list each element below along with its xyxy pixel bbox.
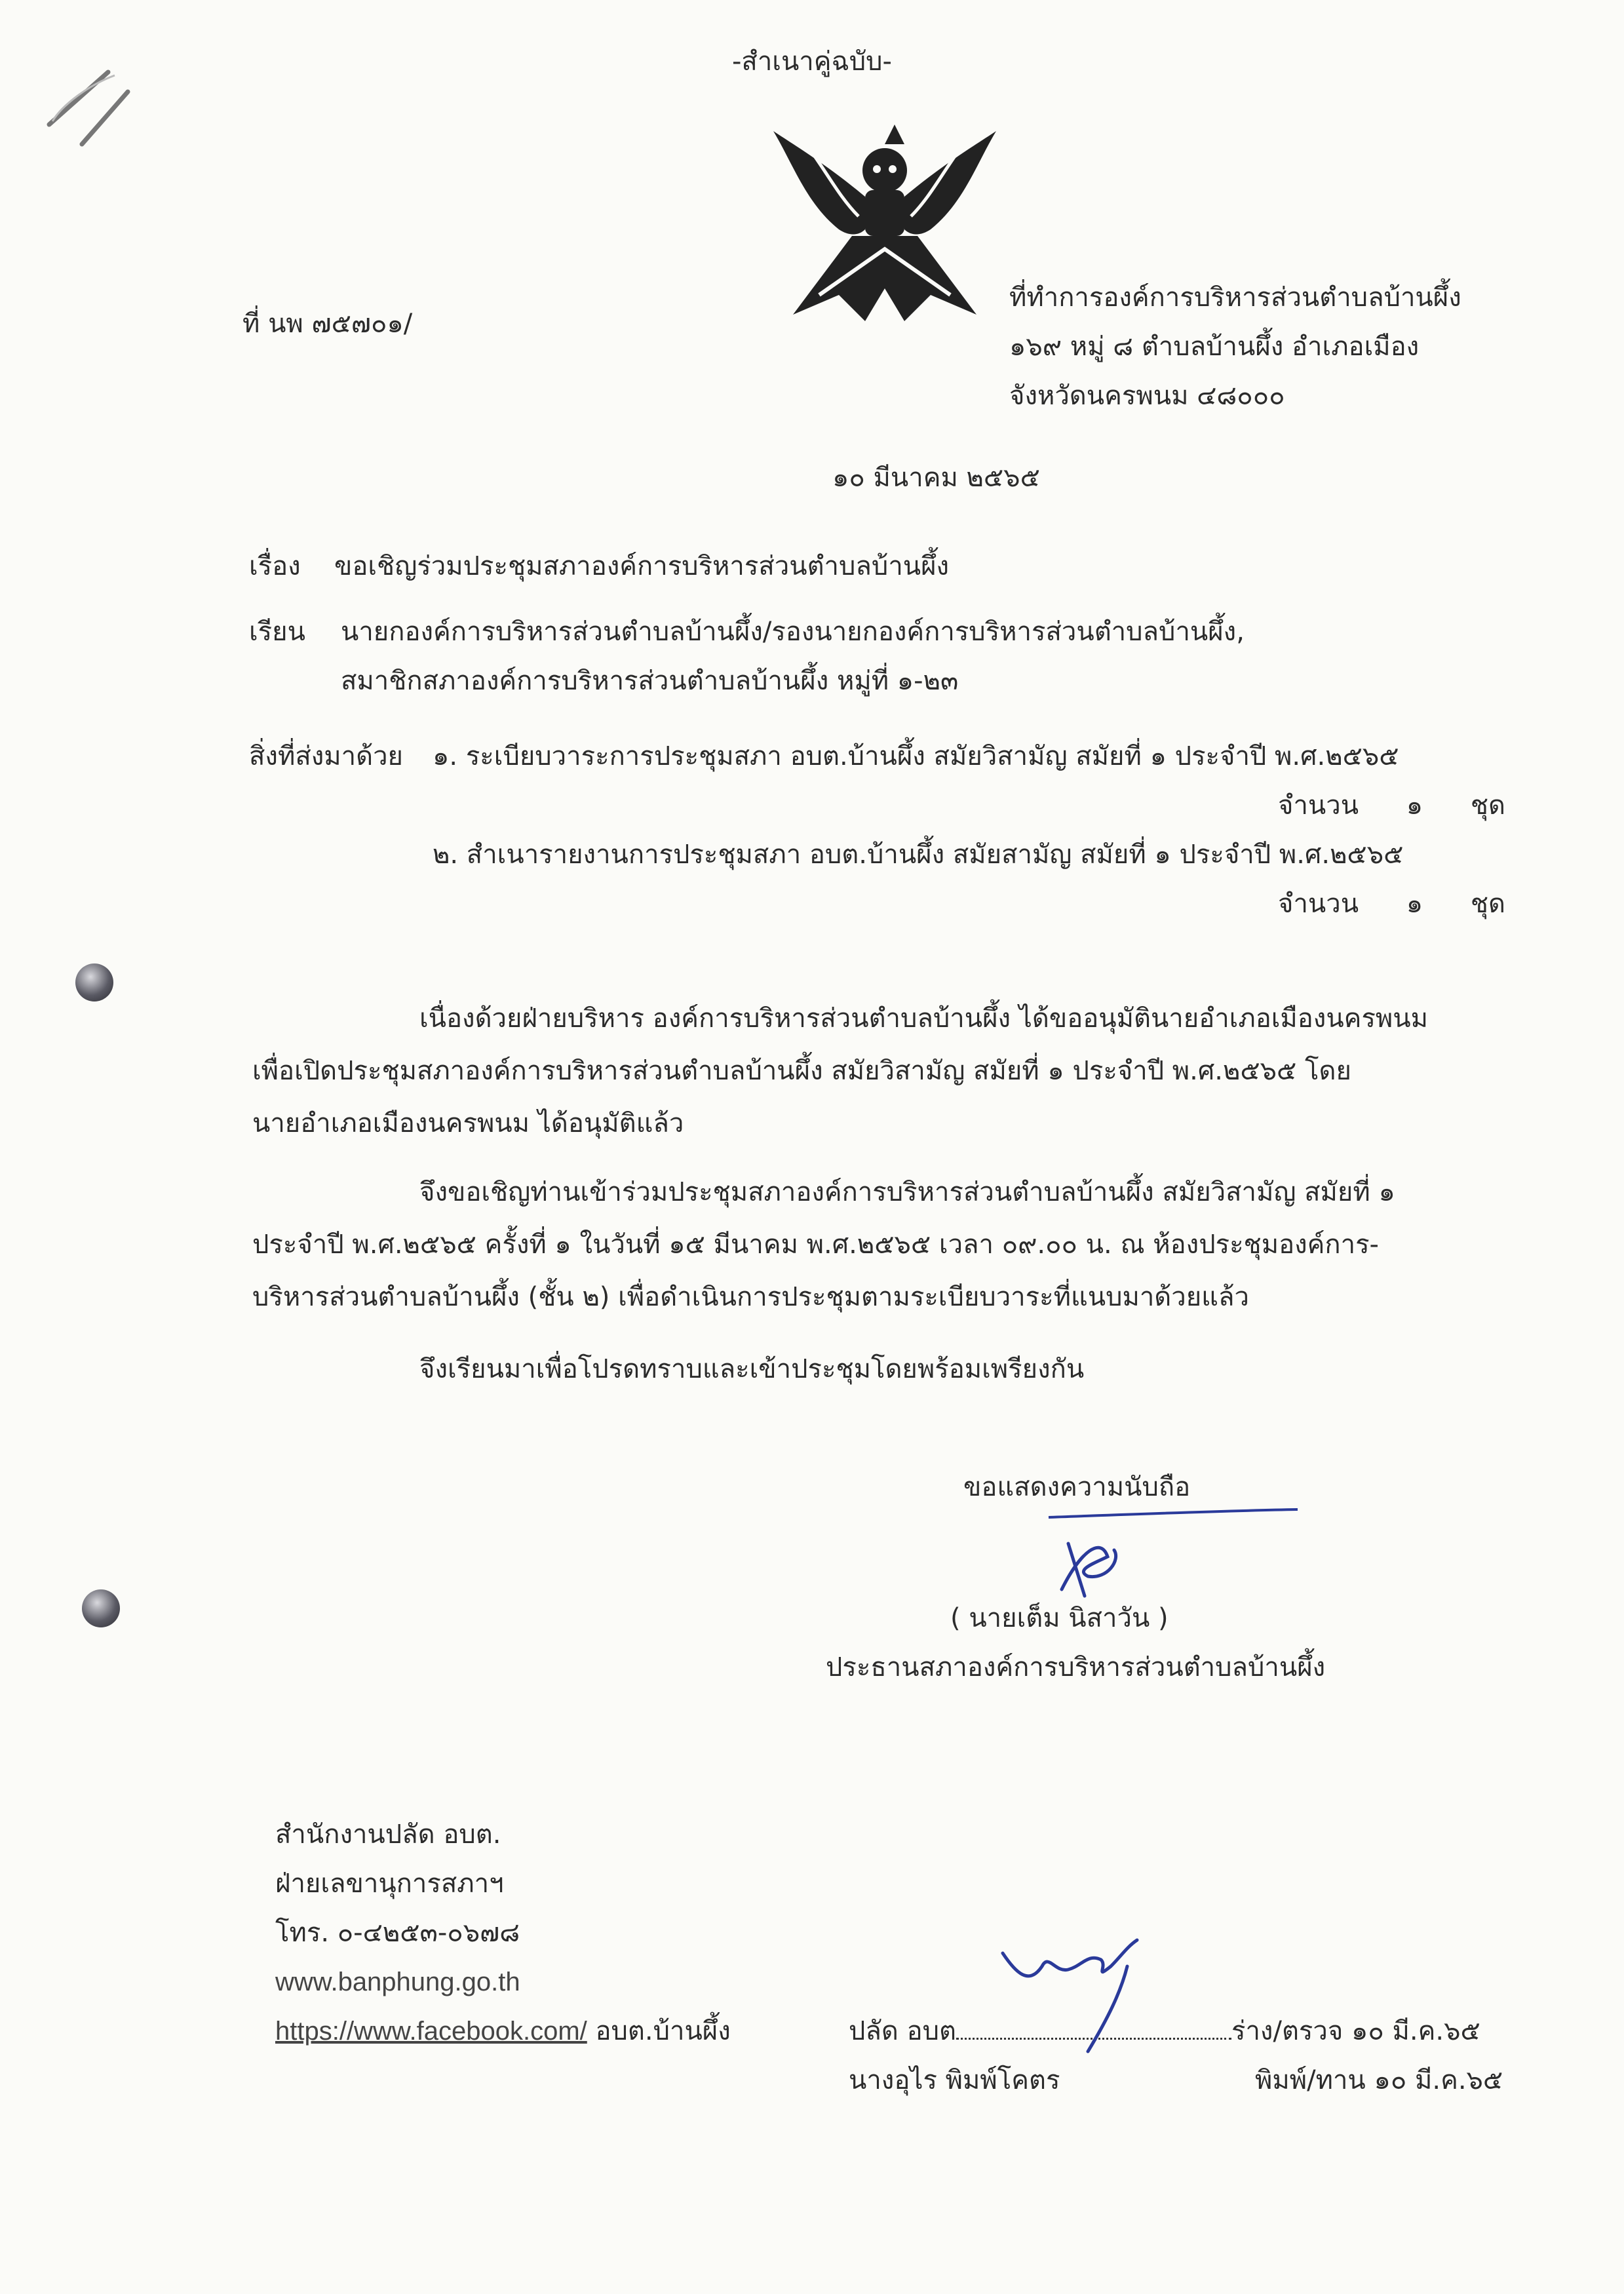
qty-label: จำนวน xyxy=(1278,790,1359,821)
qty-unit: ชุด xyxy=(1470,790,1505,821)
facebook-link[interactable]: https://www.facebook.com/ xyxy=(275,2017,587,2046)
footer-section: ฝ่ายเลขานุการสภาฯ xyxy=(275,1869,504,1899)
garuda-emblem-icon xyxy=(767,118,1003,334)
to-label: เรียน xyxy=(249,617,305,647)
paragraph-2-line-2: ประจำปี พ.ศ.๒๕๖๕ ครั้งที่ ๑ ในวันที่ ๑๕ มีนาคม พ.ศ.๒๕๖๕ เวลา ๐๙.๐๐ น. ณ ห้องประชุมองค์การ- xyxy=(252,1230,1379,1260)
clerk-label: ปลัด อบต xyxy=(849,2016,956,2046)
paragraph-1-line-3: นายอำเภอเมืองนครพนม ได้อนุมัติแล้ว xyxy=(252,1108,684,1138)
enclosure-item-2: ๒. สำเนารายงานการประชุมสภา อบต.บ้านผึ้ง สมัยสามัญ สมัยที่ ๑ ประจำปี พ.ศ.๒๕๖๕ xyxy=(433,840,1404,870)
qty-value: ๑ xyxy=(1406,790,1423,821)
footer-office: สำนักงานปลัด อบต. xyxy=(275,1819,501,1850)
paragraph-2-line-3: บริหารส่วนตำบลบ้านผึ้ง (ชั้น ๒) เพื่อดำเนินการประชุมตามระเบียบวาระที่แนบมาด้วยแล้ว xyxy=(252,1282,1249,1312)
enclosure-qty-1 xyxy=(1278,790,1505,821)
punch-hole-top xyxy=(75,963,113,1001)
address-line-3: จังหวัดนครพนม ๔๘๐๐๐ xyxy=(1009,381,1285,411)
enclosure-item-1: ๑. ระเบียบวาระการประชุมสภา อบต.บ้านผึ้ง สมัยวิสามัญ สมัยที่ ๑ ประจำปี พ.ศ.๒๕๖๕ xyxy=(433,741,1399,771)
draft-check: ร่าง/ตรวจ ๑๐ มี.ค.๖๕ xyxy=(1231,2016,1480,2046)
enclosure-label: สิ่งที่ส่งมาด้วย xyxy=(249,741,403,771)
enclosure-qty-2 xyxy=(1278,888,1505,920)
qty-label: จำนวน xyxy=(1278,889,1359,919)
paragraph-2-line-1: จึงขอเชิญท่านเข้าร่วมประชุมสภาองค์การบริหารส่วนตำบลบ้านผึ้ง สมัยวิสามัญ สมัยที่ ๑ xyxy=(419,1177,1395,1207)
address-line-1: ที่ทำการองค์การบริหารส่วนตำบลบ้านผึ้ง xyxy=(1009,282,1461,313)
type-check: พิมพ์/ทาน ๑๐ มี.ค.๖๕ xyxy=(1255,2065,1503,2095)
copy-mark: -สำเนาคู่ฉบับ- xyxy=(731,47,892,77)
qty-value: ๑ xyxy=(1406,889,1423,919)
address-line-2: ๑๖๙ หมู่ ๘ ตำบลบ้านผึ้ง อำเภอเมือง xyxy=(1009,332,1420,362)
to-line-1: นายกองค์การบริหารส่วนตำบลบ้านผึ้ง/รองนายกองค์การบริหารส่วนตำบลบ้านผึ้ง, xyxy=(341,617,1245,647)
paragraph-1-line-2: เพื่อเปิดประชุมสภาองค์การบริหารส่วนตำบลบ้านผึ้ง สมัยวิสามัญ สมัยที่ ๑ ประจำปี พ.ศ.๒๕๖๕ โดย xyxy=(252,1056,1351,1086)
to-line-2: สมาชิกสภาองค์การบริหารส่วนตำบลบ้านผึ้ง หมู่ที่ ๑-๒๓ xyxy=(341,666,959,696)
subject-label: เรื่อง xyxy=(249,551,301,581)
chairman-signature xyxy=(1022,1498,1311,1609)
paragraph-3: จึงเรียนมาเพื่อโปรดทราบและเข้าประชุมโดยพร้อมเพรียงกัน xyxy=(419,1354,1085,1384)
paragraph-1-line-1: เนื่องด้วยฝ่ายบริหาร องค์การบริหารส่วนตำบลบ้านผึ้ง ได้ขออนุมัตินายอำเภอเมืองนครพนม xyxy=(419,1003,1429,1034)
punch-hole-bottom xyxy=(82,1589,120,1627)
footer-phone: โทร. ๐-๔๒๕๓-๐๖๗๘ xyxy=(275,1918,520,1948)
footer-website[interactable]: www.banphung.go.th xyxy=(275,1968,520,1996)
signatory-name: ( นายเต็ม นิสาวัน ) xyxy=(950,1603,1169,1633)
qty-unit: ชุด xyxy=(1470,889,1505,919)
clerk-signature xyxy=(996,1927,1167,2058)
letter-date: ๑๐ มีนาคม ๒๕๖๕ xyxy=(832,463,1040,493)
reference-number: ที่ นพ ๗๕๗๐๑/ xyxy=(242,309,413,339)
subject-text: ขอเชิญร่วมประชุมสภาองค์การบริหารส่วนตำบลบ้านผึ้ง xyxy=(334,551,950,581)
typist-name: นางอุไร พิมพ์โคตร xyxy=(849,2065,1060,2095)
facebook-name: อบต.บ้านผึ้ง xyxy=(587,2016,731,2046)
footer-facebook xyxy=(275,2015,731,2047)
signatory-position: ประธานสภาองค์การบริหารส่วนตำบลบ้านผึ้ง xyxy=(826,1652,1326,1682)
regards: ขอแสดงความนับถือ xyxy=(963,1472,1191,1502)
